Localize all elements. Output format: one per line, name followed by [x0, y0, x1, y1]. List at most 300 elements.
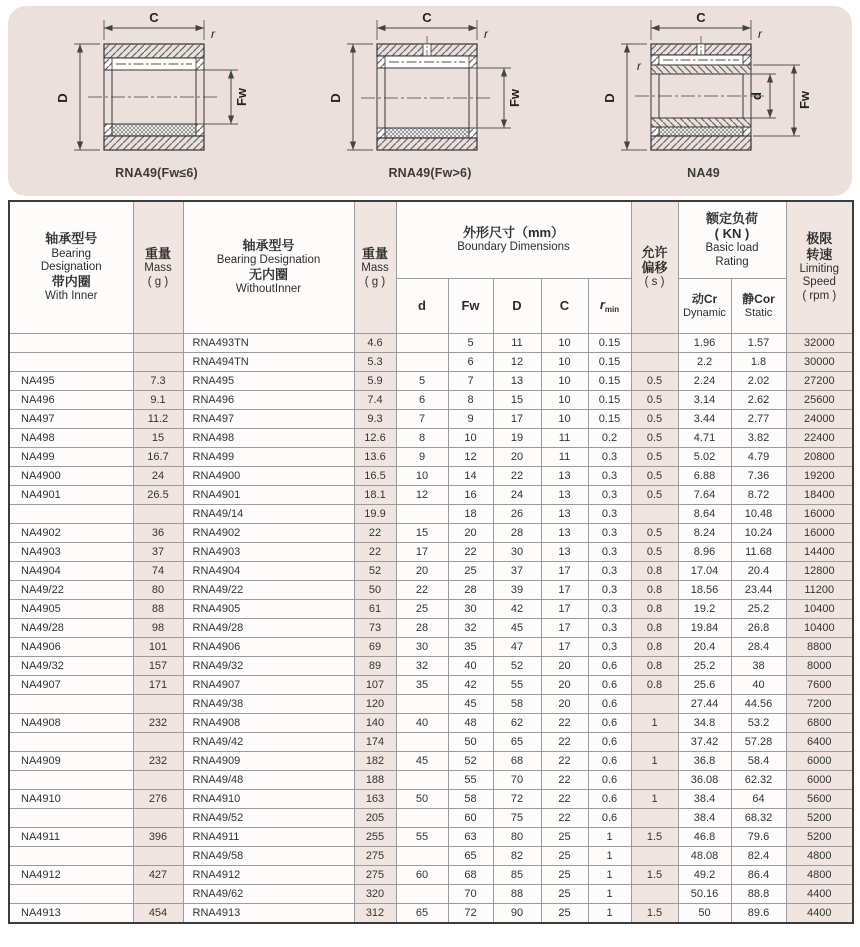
cell-mass-inner: 80 [133, 581, 183, 600]
cell-designation-with-inner [9, 695, 133, 714]
cell-C: 22 [541, 790, 588, 809]
cell-designation-with-inner [9, 353, 133, 372]
table-row [9, 391, 853, 410]
cell-fw: 6 [448, 353, 493, 372]
cell-limiting-speed: 16000 [786, 505, 853, 524]
cell-mass-outer: 120 [354, 695, 396, 714]
cell-d [396, 809, 448, 828]
cell-static-cor: 4.79 [731, 448, 786, 467]
cell-mass-outer: 19.9 [354, 505, 396, 524]
cell-mass-outer: 12.6 [354, 429, 396, 448]
cell-rmin: 0.15 [588, 353, 631, 372]
cell-fw: 9 [448, 410, 493, 429]
cell-D: 26 [493, 505, 541, 524]
cell-mass-inner: 454 [133, 904, 183, 924]
cell-limiting-speed: 18400 [786, 486, 853, 505]
cell-d [396, 771, 448, 790]
cell-mass-outer: 255 [354, 828, 396, 847]
cell-offset-s [631, 695, 678, 714]
cell-designation-without-inner: RNA4905 [183, 600, 354, 619]
cell-D: 28 [493, 524, 541, 543]
cell-rmin: 0.6 [588, 657, 631, 676]
cell-limiting-speed: 25600 [786, 391, 853, 410]
table-row [9, 790, 853, 809]
cell-d [396, 733, 448, 752]
cell-designation-without-inner: RNA49/42 [183, 733, 354, 752]
cell-static-cor: 2.77 [731, 410, 786, 429]
cell-mass-inner [133, 505, 183, 524]
cell-C: 25 [541, 828, 588, 847]
cell-mass-inner [133, 353, 183, 372]
cell-C: 11 [541, 429, 588, 448]
cell-mass-inner: 88 [133, 600, 183, 619]
cell-designation-without-inner: RNA4911 [183, 828, 354, 847]
cell-static-cor: 38 [731, 657, 786, 676]
cell-designation-without-inner: RNA4907 [183, 676, 354, 695]
header-without-inner: 轴承型号 Bearing Designation 无内圈 WithoutInner [183, 201, 354, 334]
cell-fw: 45 [448, 695, 493, 714]
dim-d-outer-label: D [601, 93, 617, 103]
header-allowable-offset: 允许 偏移 ( s ) [631, 201, 678, 334]
cell-offset-s: 0.5 [631, 448, 678, 467]
dim-d-bore-label: d [748, 92, 764, 100]
cell-rmin: 0.6 [588, 714, 631, 733]
cell-mass-inner: 37 [133, 543, 183, 562]
table-row [9, 334, 853, 353]
cell-fw: 50 [448, 733, 493, 752]
table-row [9, 885, 853, 904]
cell-fw: 28 [448, 581, 493, 600]
cell-designation-without-inner: RNA495 [183, 372, 354, 391]
cell-rmin: 0.3 [588, 619, 631, 638]
cell-limiting-speed: 30000 [786, 353, 853, 372]
cell-rmin: 0.6 [588, 676, 631, 695]
table-row [9, 619, 853, 638]
cell-limiting-speed: 10400 [786, 619, 853, 638]
table-row [9, 828, 853, 847]
cell-mass-outer: 5.9 [354, 372, 396, 391]
cell-d: 60 [396, 866, 448, 885]
cell-D: 45 [493, 619, 541, 638]
cell-mass-inner: 396 [133, 828, 183, 847]
cell-fw: 58 [448, 790, 493, 809]
cell-d [396, 847, 448, 866]
cell-D: 17 [493, 410, 541, 429]
cell-offset-s [631, 885, 678, 904]
cell-rmin: 1 [588, 885, 631, 904]
cell-designation-with-inner [9, 505, 133, 524]
cell-limiting-speed: 14400 [786, 543, 853, 562]
cell-d: 20 [396, 562, 448, 581]
cell-rmin: 0.3 [588, 562, 631, 581]
cell-mass-inner [133, 809, 183, 828]
cell-d: 30 [396, 638, 448, 657]
cell-designation-without-inner: RNA49/28 [183, 619, 354, 638]
table-row [9, 600, 853, 619]
cell-rmin: 0.3 [588, 524, 631, 543]
cell-static-cor: 2.02 [731, 372, 786, 391]
dim-r-label: r [210, 27, 215, 41]
cell-offset-s [631, 334, 678, 353]
cell-offset-s [631, 353, 678, 372]
cell-dynamic-cr: 1.96 [678, 334, 731, 353]
table-row [9, 505, 853, 524]
cell-limiting-speed: 7600 [786, 676, 853, 695]
cell-designation-with-inner: NA499 [9, 448, 133, 467]
cell-designation-with-inner: NA4902 [9, 524, 133, 543]
table-row [9, 429, 853, 448]
cell-static-cor: 58.4 [731, 752, 786, 771]
cell-D: 37 [493, 562, 541, 581]
cell-mass-outer: 275 [354, 847, 396, 866]
cell-C: 25 [541, 847, 588, 866]
cell-static-cor: 44.56 [731, 695, 786, 714]
cell-mass-inner: 36 [133, 524, 183, 543]
cell-offset-s [631, 809, 678, 828]
cell-static-cor: 53.2 [731, 714, 786, 733]
cell-mass-outer: 188 [354, 771, 396, 790]
cell-static-cor: 82.4 [731, 847, 786, 866]
table-row [9, 410, 853, 429]
cell-dynamic-cr: 48.08 [678, 847, 731, 866]
cell-D: 12 [493, 353, 541, 372]
cell-mass-inner: 9.1 [133, 391, 183, 410]
header-limiting-speed: 极限 转速 Limiting Speed ( rpm ) [786, 201, 853, 334]
table-row [9, 581, 853, 600]
cell-static-cor: 20.4 [731, 562, 786, 581]
cell-d: 8 [396, 429, 448, 448]
cell-rmin: 0.6 [588, 809, 631, 828]
cell-designation-without-inner: RNA49/38 [183, 695, 354, 714]
cell-mass-outer: 320 [354, 885, 396, 904]
cell-D: 72 [493, 790, 541, 809]
diagram-panel [8, 6, 852, 196]
cell-C: 13 [541, 467, 588, 486]
cell-static-cor: 3.82 [731, 429, 786, 448]
cell-offset-s: 0.5 [631, 467, 678, 486]
cell-fw: 22 [448, 543, 493, 562]
cell-dynamic-cr: 20.4 [678, 638, 731, 657]
cell-designation-without-inner: RNA4901 [183, 486, 354, 505]
cell-static-cor: 40 [731, 676, 786, 695]
cell-dynamic-cr: 17.04 [678, 562, 731, 581]
dim-c-label: C [695, 10, 706, 25]
cell-d: 28 [396, 619, 448, 638]
cell-designation-with-inner: NA4910 [9, 790, 133, 809]
cell-limiting-speed: 8000 [786, 657, 853, 676]
header-with-inner: 轴承型号 Bearing Designation 带内圈 With Inner [9, 201, 133, 334]
cell-d: 22 [396, 581, 448, 600]
cell-designation-without-inner: RNA4909 [183, 752, 354, 771]
dim-fw-label: Fw [233, 87, 249, 107]
diagram-caption: NA49 [687, 166, 720, 180]
cell-offset-s: 0.5 [631, 410, 678, 429]
cell-dynamic-cr: 3.14 [678, 391, 731, 410]
cell-dynamic-cr: 36.08 [678, 771, 731, 790]
cell-mass-inner: 7.3 [133, 372, 183, 391]
cell-designation-without-inner: RNA497 [183, 410, 354, 429]
cell-designation-without-inner: RNA49/58 [183, 847, 354, 866]
cell-designation-with-inner [9, 771, 133, 790]
dim-r-label: r [757, 27, 762, 41]
cell-offset-s [631, 505, 678, 524]
table-row [9, 847, 853, 866]
cell-static-cor: 2.62 [731, 391, 786, 410]
cell-rmin: 0.3 [588, 505, 631, 524]
cell-rmin: 0.6 [588, 790, 631, 809]
cell-designation-with-inner: NA496 [9, 391, 133, 410]
cell-C: 17 [541, 600, 588, 619]
cell-fw: 20 [448, 524, 493, 543]
dim-c-label: C [422, 10, 432, 25]
cell-D: 88 [493, 885, 541, 904]
cell-limiting-speed: 22400 [786, 429, 853, 448]
cell-offset-s: 1.5 [631, 904, 678, 924]
cell-designation-without-inner: RNA498 [183, 429, 354, 448]
cell-mass-inner [133, 847, 183, 866]
cell-C: 25 [541, 866, 588, 885]
cell-rmin: 0.3 [588, 581, 631, 600]
cell-d: 17 [396, 543, 448, 562]
cell-fw: 7 [448, 372, 493, 391]
cell-C: 10 [541, 410, 588, 429]
cell-limiting-speed: 7200 [786, 695, 853, 714]
cell-D: 30 [493, 543, 541, 562]
cell-mass-inner [133, 771, 183, 790]
cell-fw: 14 [448, 467, 493, 486]
cell-static-cor: 1.8 [731, 353, 786, 372]
cell-designation-without-inner: RNA49/22 [183, 581, 354, 600]
cell-fw: 65 [448, 847, 493, 866]
cell-designation-without-inner: RNA4910 [183, 790, 354, 809]
cell-dynamic-cr: 8.64 [678, 505, 731, 524]
cell-rmin: 0.3 [588, 467, 631, 486]
cell-mass-outer: 18.1 [354, 486, 396, 505]
cell-mass-outer: 69 [354, 638, 396, 657]
cell-offset-s: 0.5 [631, 429, 678, 448]
table-row [9, 714, 853, 733]
bearing-cross-section-icon [32, 10, 282, 170]
cell-fw: 70 [448, 885, 493, 904]
cell-limiting-speed: 4400 [786, 885, 853, 904]
dim-fw-label: Fw [796, 90, 812, 110]
table-row [9, 771, 853, 790]
cell-C: 10 [541, 372, 588, 391]
cell-mass-outer: 22 [354, 543, 396, 562]
cell-designation-with-inner: NA4908 [9, 714, 133, 733]
cell-C: 20 [541, 657, 588, 676]
cell-designation-with-inner: NA4903 [9, 543, 133, 562]
cell-offset-s: 0.5 [631, 524, 678, 543]
cell-C: 10 [541, 353, 588, 372]
cell-fw: 18 [448, 505, 493, 524]
cell-designation-without-inner: RNA49/32 [183, 657, 354, 676]
cell-d: 40 [396, 714, 448, 733]
diagram-caption: RNA49(Fw>6) [388, 166, 472, 180]
header-col-C: C [541, 279, 588, 334]
cell-designation-with-inner [9, 885, 133, 904]
cell-D: 22 [493, 467, 541, 486]
cell-static-cor: 26.8 [731, 619, 786, 638]
cell-d: 5 [396, 372, 448, 391]
table-row [9, 657, 853, 676]
cell-mass-inner: 16.7 [133, 448, 183, 467]
cell-rmin: 0.6 [588, 733, 631, 752]
cell-d: 45 [396, 752, 448, 771]
cell-d [396, 353, 448, 372]
table-row [9, 562, 853, 581]
header-mass-inner: 重量 Mass ( g ) [133, 201, 183, 334]
cell-limiting-speed: 8800 [786, 638, 853, 657]
cell-offset-s: 0.8 [631, 600, 678, 619]
cell-d: 15 [396, 524, 448, 543]
cell-static-cor: 86.4 [731, 866, 786, 885]
table-row [9, 695, 853, 714]
cell-designation-without-inner: RNA49/48 [183, 771, 354, 790]
cell-designation-with-inner: NA49/28 [9, 619, 133, 638]
cell-C: 13 [541, 486, 588, 505]
spec-table-body [9, 334, 853, 924]
cell-d [396, 695, 448, 714]
cell-d: 35 [396, 676, 448, 695]
cell-static-cor: 7.36 [731, 467, 786, 486]
cell-designation-without-inner: RNA494TN [183, 353, 354, 372]
cell-limiting-speed: 5600 [786, 790, 853, 809]
cell-C: 13 [541, 524, 588, 543]
cell-rmin: 0.15 [588, 334, 631, 353]
cell-D: 42 [493, 600, 541, 619]
cell-mass-outer: 16.5 [354, 467, 396, 486]
cell-D: 68 [493, 752, 541, 771]
cell-C: 10 [541, 334, 588, 353]
cell-rmin: 1 [588, 866, 631, 885]
cell-dynamic-cr: 3.44 [678, 410, 731, 429]
bearing-cross-section-icon [305, 10, 555, 170]
cell-designation-with-inner: NA49/22 [9, 581, 133, 600]
table-row [9, 448, 853, 467]
cell-mass-outer: 174 [354, 733, 396, 752]
cell-fw: 8 [448, 391, 493, 410]
cell-D: 75 [493, 809, 541, 828]
header-col-D: D [493, 279, 541, 334]
cell-fw: 16 [448, 486, 493, 505]
dim-c-label: C [148, 10, 159, 25]
table-row [9, 752, 853, 771]
cell-limiting-speed: 6000 [786, 752, 853, 771]
cell-dynamic-cr: 2.2 [678, 353, 731, 372]
cell-D: 80 [493, 828, 541, 847]
cell-limiting-speed: 12800 [786, 562, 853, 581]
cell-rmin: 0.3 [588, 448, 631, 467]
cell-limiting-speed: 5200 [786, 809, 853, 828]
cell-offset-s: 1 [631, 752, 678, 771]
cell-C: 20 [541, 695, 588, 714]
cell-mass-inner: 15 [133, 429, 183, 448]
table-row [9, 486, 853, 505]
cell-static-cor: 64 [731, 790, 786, 809]
cell-designation-with-inner: NA4901 [9, 486, 133, 505]
cell-mass-inner: 24 [133, 467, 183, 486]
cell-rmin: 0.3 [588, 543, 631, 562]
cell-limiting-speed: 4800 [786, 866, 853, 885]
header-col-dynamic: 动Cr Dynamic [678, 279, 731, 334]
cell-fw: 35 [448, 638, 493, 657]
cell-fw: 5 [448, 334, 493, 353]
cell-d: 32 [396, 657, 448, 676]
cell-static-cor: 11.68 [731, 543, 786, 562]
cell-D: 58 [493, 695, 541, 714]
cell-designation-with-inner: NA495 [9, 372, 133, 391]
cell-mass-outer: 22 [354, 524, 396, 543]
cell-static-cor: 68.32 [731, 809, 786, 828]
cell-mass-inner [133, 695, 183, 714]
cell-designation-with-inner: NA4905 [9, 600, 133, 619]
cell-designation-with-inner: NA4904 [9, 562, 133, 581]
cell-mass-inner: 74 [133, 562, 183, 581]
cell-D: 65 [493, 733, 541, 752]
cell-designation-with-inner [9, 733, 133, 752]
cell-designation-with-inner: NA49/32 [9, 657, 133, 676]
cell-fw: 40 [448, 657, 493, 676]
cell-static-cor: 25.2 [731, 600, 786, 619]
cell-fw: 55 [448, 771, 493, 790]
cell-mass-outer: 205 [354, 809, 396, 828]
cell-C: 22 [541, 733, 588, 752]
cell-static-cor: 23.44 [731, 581, 786, 600]
cell-limiting-speed: 27200 [786, 372, 853, 391]
cell-C: 20 [541, 676, 588, 695]
cell-D: 11 [493, 334, 541, 353]
cell-d: 50 [396, 790, 448, 809]
cell-designation-without-inner: RNA499 [183, 448, 354, 467]
cell-offset-s: 0.8 [631, 562, 678, 581]
cell-C: 22 [541, 771, 588, 790]
cell-rmin: 0.6 [588, 695, 631, 714]
cell-D: 13 [493, 372, 541, 391]
cell-mass-outer: 275 [354, 866, 396, 885]
diagram-caption: RNA49(Fw≤6) [115, 166, 198, 180]
cell-fw: 48 [448, 714, 493, 733]
cell-dynamic-cr: 7.64 [678, 486, 731, 505]
cell-fw: 12 [448, 448, 493, 467]
cell-rmin: 0.3 [588, 486, 631, 505]
cell-designation-without-inner: RNA49/52 [183, 809, 354, 828]
cell-offset-s: 0.5 [631, 486, 678, 505]
header-mass-outer: 重量 Mass ( g ) [354, 201, 396, 334]
diagram-na49 [579, 10, 829, 180]
cell-offset-s: 0.5 [631, 372, 678, 391]
cell-mass-outer: 50 [354, 581, 396, 600]
cell-C: 17 [541, 562, 588, 581]
cell-designation-without-inner: RNA4906 [183, 638, 354, 657]
cell-offset-s: 0.8 [631, 619, 678, 638]
cell-rmin: 1 [588, 904, 631, 924]
dim-d-outer-label: D [328, 93, 343, 103]
cell-offset-s: 1 [631, 790, 678, 809]
cell-limiting-speed: 24000 [786, 410, 853, 429]
cell-dynamic-cr: 37.42 [678, 733, 731, 752]
cell-offset-s: 0.5 [631, 391, 678, 410]
cell-mass-outer: 5.3 [354, 353, 396, 372]
cell-dynamic-cr: 49.2 [678, 866, 731, 885]
cell-mass-inner: 171 [133, 676, 183, 695]
cell-fw: 52 [448, 752, 493, 771]
header-col-rmin: $r_{min}$ [588, 279, 631, 334]
cell-designation-with-inner: NA497 [9, 410, 133, 429]
cell-C: 17 [541, 619, 588, 638]
cell-mass-outer: 163 [354, 790, 396, 809]
table-row [9, 638, 853, 657]
